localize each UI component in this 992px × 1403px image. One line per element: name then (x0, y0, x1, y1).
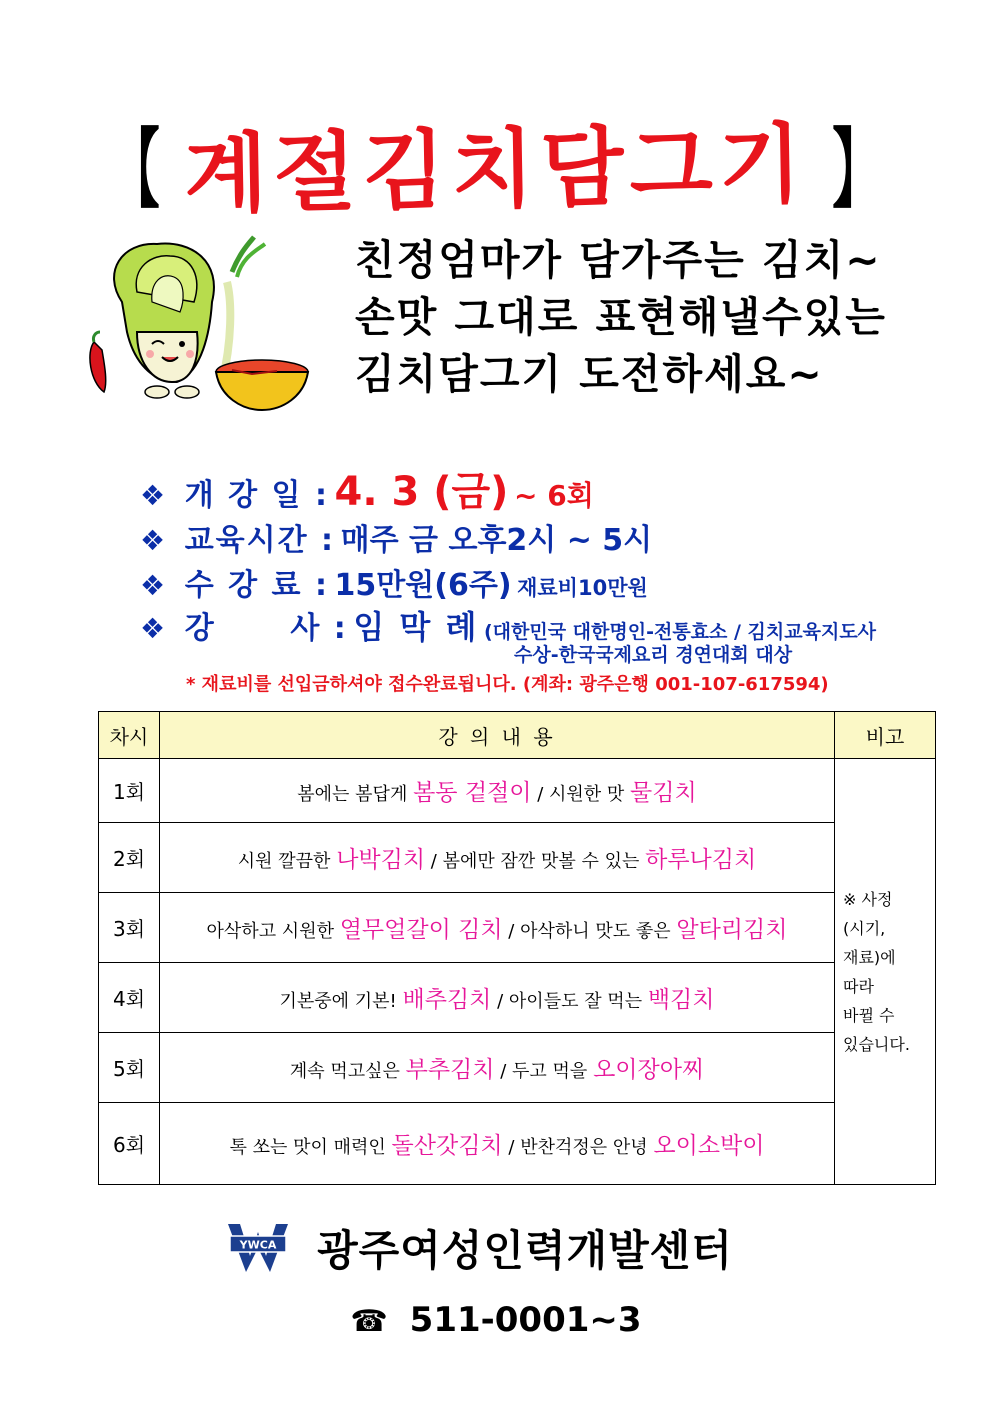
instructor-desc-2: 수상-한국국제요리 경연대회 대상 (514, 644, 793, 666)
info-start-date (140, 460, 594, 517)
info-fee (140, 560, 648, 604)
start-date-label: 개 강 일 : (184, 478, 329, 513)
separator: / (500, 1061, 507, 1082)
phone-number: 511-0001~3 (409, 1300, 642, 1340)
table-row (99, 823, 936, 893)
fee-value: 15만원(6주) (334, 568, 512, 603)
content-desc: 톡 쏘는 맛이 매력인 (229, 1137, 386, 1158)
class-time-value: 매주 금 오후2시 ~ 5시 (340, 523, 653, 558)
slogan-line-2: 손맛 그대로 표현해낼수있는 (355, 293, 887, 341)
header-content: 강 의 내 용 (160, 712, 835, 759)
kimchi-name: 부추김치 (405, 1057, 495, 1083)
start-date-value: 4. 3 (금) (334, 469, 509, 515)
class-time-label: 교육시간 : (184, 523, 336, 558)
content-desc: 두고 먹을 (512, 1061, 588, 1082)
content-desc: 아삭하니 맛도 좋은 (520, 921, 671, 942)
table-row (99, 1103, 936, 1185)
session-number: 5회 (99, 1033, 160, 1103)
kimchi-name: 돌산갓김치 (391, 1133, 503, 1159)
session-number: 3회 (99, 893, 160, 963)
fee-label: 수 강 료 : (184, 568, 329, 603)
poster-title (0, 100, 992, 226)
session-number: 1회 (99, 759, 160, 823)
table-row (99, 759, 936, 823)
session-content (160, 759, 835, 823)
slogan (355, 232, 955, 403)
separator: / (508, 1137, 515, 1158)
remarks-line: 있습니다. (843, 1034, 910, 1054)
diamond-bullet-icon: ❖ (140, 569, 166, 602)
instructor-label: 강 사 : (184, 611, 348, 646)
schedule-table (98, 711, 936, 1185)
organization-footer (226, 1218, 733, 1288)
session-content (160, 1103, 835, 1185)
kimchi-name: 하루나김치 (645, 847, 757, 873)
session-number: 4회 (99, 963, 160, 1033)
header-note: 비고 (835, 712, 936, 759)
session-number: 6회 (99, 1103, 160, 1185)
content-desc: 반찬걱정은 안녕 (520, 1137, 648, 1158)
kimchi-name: 물김치 (630, 780, 697, 806)
payment-notice: * 재료비를 선입금하셔야 접수완료됩니다. (계좌: 광주은행 001-107-617594) (186, 674, 829, 695)
organization-name: 광주여성인력개발센터 (317, 1226, 733, 1275)
kimchi-name: 오이소박이 (653, 1133, 765, 1159)
table-row (99, 893, 936, 963)
content-desc: 아삭하고 시원한 (206, 921, 334, 942)
content-desc: 기본중에 기본! (279, 991, 397, 1012)
ywca-logo-text: YWCA (239, 1238, 277, 1252)
content-desc: 아이들도 잘 먹는 (508, 991, 643, 1012)
title-open-bracket: 【 (112, 120, 160, 220)
remarks-line: (시기, (843, 918, 886, 938)
content-desc: 계속 먹고싶은 (289, 1061, 400, 1082)
ywca-logo-icon (226, 1222, 290, 1274)
kimchi-name: 나박김치 (336, 847, 426, 873)
separator: / (537, 784, 544, 805)
content-desc: 시원 깔끔한 (237, 851, 331, 872)
kimchi-name: 열무얼갈이 김치 (339, 917, 503, 943)
slogan-line-1: 친정엄마가 담가주는 김치~ (355, 236, 882, 284)
instructor-name: 임 막 례 (353, 608, 479, 646)
header-session: 차시 (99, 712, 160, 759)
kimchi-name: 백김치 (647, 987, 715, 1013)
content-desc: 봄에는 봄답게 (297, 784, 408, 805)
session-content (160, 1033, 835, 1103)
content-desc: 봄에만 잠깐 맛볼 수 있는 (442, 851, 640, 872)
remarks-cell (835, 759, 936, 1185)
kimchi-name: 봄동 겉절이 (413, 780, 532, 806)
session-content (160, 963, 835, 1033)
diamond-bullet-icon: ❖ (140, 524, 166, 557)
separator: / (508, 921, 515, 942)
table-row (99, 963, 936, 1033)
remarks-line: 재료)에 (843, 947, 896, 967)
content-desc: 시원한 맛 (549, 784, 625, 805)
separator: / (430, 851, 437, 872)
cabbage-mascot-illustration (82, 232, 322, 412)
remarks-line: 따라 (843, 976, 874, 996)
diamond-bullet-icon: ❖ (140, 612, 166, 645)
session-content (160, 893, 835, 963)
separator: / (497, 991, 504, 1012)
kimchi-name: 알타리김치 (676, 917, 788, 943)
title-text: 계절김치담그기 (183, 114, 809, 226)
session-content (160, 823, 835, 893)
diamond-bullet-icon: ❖ (140, 479, 166, 512)
session-number: 2회 (99, 823, 160, 893)
kimchi-name: 오이장아찌 (593, 1057, 705, 1083)
table-header-row (99, 712, 936, 759)
instructor-desc-1: (대한민국 대한명인-전통효소 / 김치교육지도사 (483, 621, 877, 643)
session-count: ~ 6회 (514, 479, 594, 512)
remarks-line: 바뀔 수 (843, 1005, 895, 1025)
material-fee: 재료비10만원 (517, 576, 648, 600)
info-class-time (140, 515, 652, 559)
remarks-line: ※ 사정 (843, 889, 893, 909)
phone-icon: ☎ (350, 1304, 388, 1339)
phone-line (0, 1300, 992, 1340)
kimchi-name: 배추김치 (402, 987, 492, 1013)
slogan-line-3: 김치담그기 도전하세요~ (355, 350, 824, 398)
title-close-bracket: 】 (832, 120, 880, 220)
table-row (99, 1033, 936, 1103)
